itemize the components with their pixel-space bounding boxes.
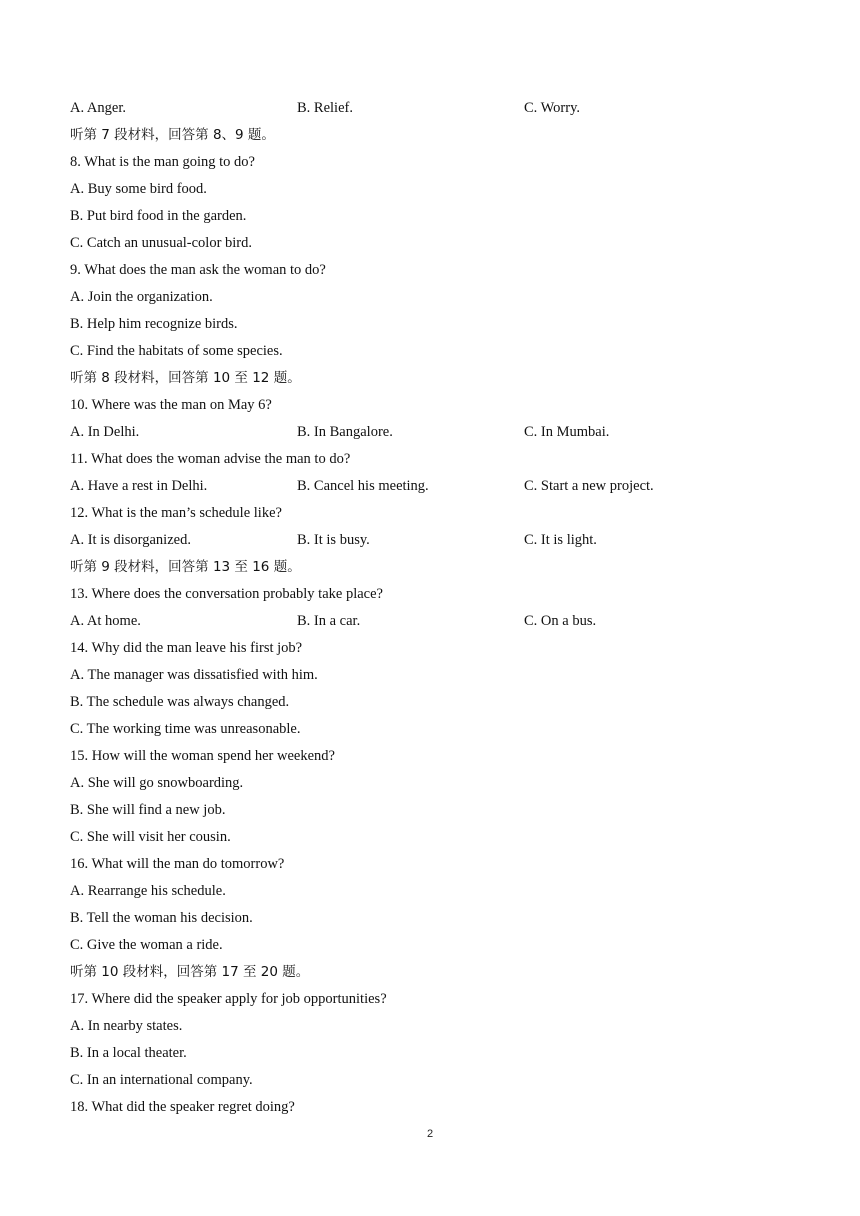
answer-option — [70, 878, 790, 905]
answer-option — [70, 338, 790, 365]
answer-option — [70, 797, 790, 824]
question-text — [70, 635, 790, 662]
answer-option — [70, 905, 790, 932]
exam-page-content — [70, 95, 790, 1121]
answer-option-b: B. In Bangalore. — [297, 424, 393, 440]
answer-option-text: B. Help him recognize birds. — [70, 316, 238, 332]
option-row — [70, 527, 790, 554]
section-instruction — [70, 122, 790, 149]
question-text — [70, 1094, 790, 1121]
answer-option-c: C. Worry. — [524, 100, 581, 116]
answer-option-text: A. The manager was dissatisfied with him. — [70, 667, 318, 683]
answer-option-text: A. She will go snowboarding. — [70, 775, 244, 791]
section-instruction-text: 听第 7 段材料，回答第 8、9 题。 — [70, 127, 275, 143]
question-text — [70, 986, 790, 1013]
answer-option-text: A. In nearby states. — [70, 1018, 183, 1034]
answer-option-text: A. Rearrange his schedule. — [70, 883, 226, 899]
question-text-text: 16. What will the man do tomorrow? — [70, 856, 285, 872]
answer-option-text: A. Join the organization. — [70, 289, 213, 305]
answer-option-c: C. In Mumbai. — [524, 424, 610, 440]
answer-option-b: B. It is busy. — [297, 532, 370, 548]
section-instruction — [70, 959, 790, 986]
answer-option — [70, 689, 790, 716]
section-instruction-text: 听第 9 段材料，回答第 13 至 16 题。 — [70, 559, 301, 575]
question-text — [70, 257, 790, 284]
answer-option-a: A. At home. — [70, 613, 141, 629]
answer-option-a: A. Anger. — [70, 100, 126, 116]
answer-option — [70, 230, 790, 257]
answer-option-text: C. In an international company. — [70, 1072, 253, 1088]
answer-option-c: C. It is light. — [524, 532, 597, 548]
question-text-text: 15. How will the woman spend her weekend? — [70, 748, 335, 764]
question-text-text: 14. Why did the man leave his first job? — [70, 640, 303, 656]
answer-option-b: B. Relief. — [297, 100, 353, 116]
question-text — [70, 500, 790, 527]
section-instruction-text: 听第 10 段材料，回答第 17 至 20 题。 — [70, 964, 310, 980]
answer-option-text: B. She will find a new job. — [70, 802, 226, 818]
answer-option-b: B. Cancel his meeting. — [297, 478, 429, 494]
section-instruction — [70, 554, 790, 581]
answer-option — [70, 1040, 790, 1067]
answer-option-a: A. It is disorganized. — [70, 532, 191, 548]
option-row — [70, 608, 790, 635]
answer-option — [70, 824, 790, 851]
page-number: 2 — [426, 1128, 434, 1140]
answer-option-text: A. Buy some bird food. — [70, 181, 207, 197]
answer-option-text: C. The working time was unreasonable. — [70, 721, 301, 737]
answer-option-text: B. In a local theater. — [70, 1045, 187, 1061]
question-text-text: 11. What does the woman advise the man to do? — [70, 451, 351, 467]
answer-option-text: B. Put bird food in the garden. — [70, 208, 247, 224]
answer-option — [70, 770, 790, 797]
answer-option-c: C. On a bus. — [524, 613, 597, 629]
option-row — [70, 473, 790, 500]
answer-option — [70, 176, 790, 203]
question-text-text: 8. What is the man going to do? — [70, 154, 255, 170]
option-row — [70, 95, 790, 122]
question-text-text: 13. Where does the conversation probably take place? — [70, 586, 383, 602]
answer-option-text: C. Catch an unusual-color bird. — [70, 235, 253, 251]
answer-option — [70, 662, 790, 689]
question-text-text: 9. What does the man ask the woman to do? — [70, 262, 326, 278]
answer-option-a: A. In Delhi. — [70, 424, 140, 440]
answer-option-text: C. Find the habitats of some species. — [70, 343, 283, 359]
answer-option — [70, 1013, 790, 1040]
answer-option-text: C. Give the woman a ride. — [70, 937, 223, 953]
answer-option-c: C. Start a new project. — [524, 478, 654, 494]
answer-option — [70, 1067, 790, 1094]
question-text-text: 10. Where was the man on May 6? — [70, 397, 272, 413]
answer-option — [70, 311, 790, 338]
answer-option-a: A. Have a rest in Delhi. — [70, 478, 208, 494]
question-text-text: 18. What did the speaker regret doing? — [70, 1099, 295, 1115]
answer-option-b: B. In a car. — [297, 613, 361, 629]
question-text — [70, 392, 790, 419]
section-instruction-text: 听第 8 段材料，回答第 10 至 12 题。 — [70, 370, 301, 386]
answer-option — [70, 203, 790, 230]
answer-option — [70, 716, 790, 743]
answer-option — [70, 284, 790, 311]
answer-option — [70, 932, 790, 959]
question-text — [70, 446, 790, 473]
question-text-text: 17. Where did the speaker apply for job opportunities? — [70, 991, 387, 1007]
answer-option-text: B. The schedule was always changed. — [70, 694, 290, 710]
section-instruction — [70, 365, 790, 392]
question-text — [70, 149, 790, 176]
question-text-text: 12. What is the man’s schedule like? — [70, 505, 282, 521]
option-row — [70, 419, 790, 446]
answer-option-text: B. Tell the woman his decision. — [70, 910, 253, 926]
question-text — [70, 851, 790, 878]
question-text — [70, 743, 790, 770]
question-text — [70, 581, 790, 608]
answer-option-text: C. She will visit her cousin. — [70, 829, 231, 845]
